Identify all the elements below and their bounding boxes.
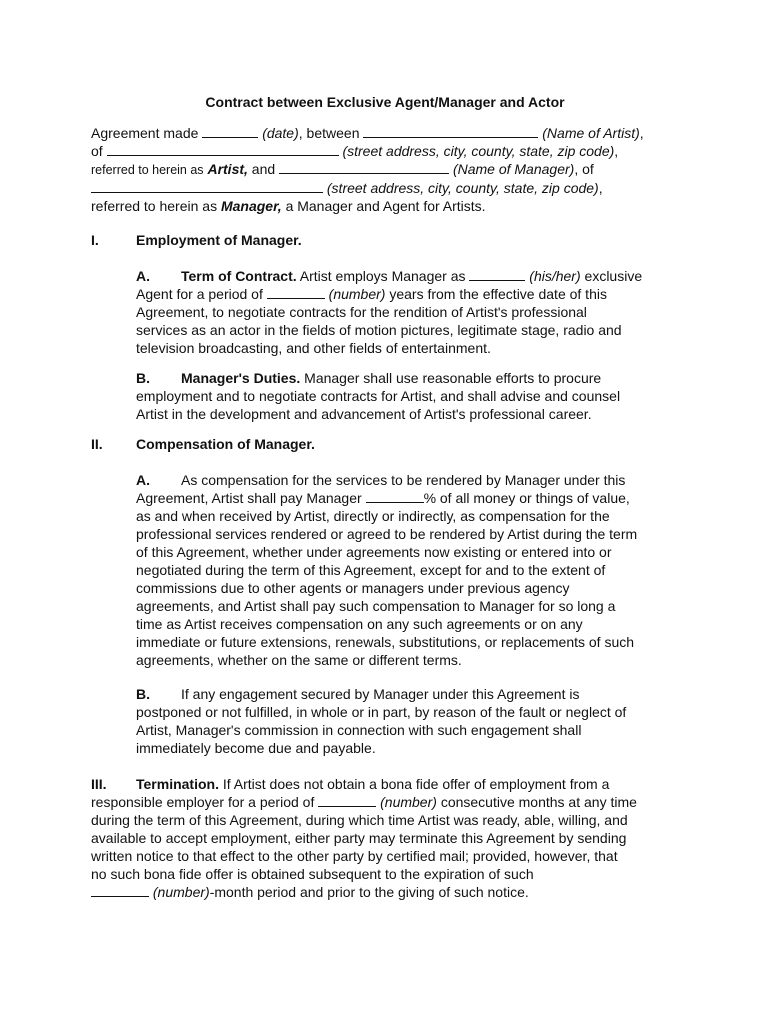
para-text: exclusive <box>584 268 643 284</box>
para-line <box>136 285 666 303</box>
para-text: responsible employer for a period of <box>91 794 315 810</box>
document-title: Contract between Exclusive Agent/Manager and Actor <box>205 94 565 110</box>
date-blank[interactable] <box>202 125 258 138</box>
artist-name-blank[interactable] <box>363 125 538 138</box>
para-line <box>136 685 681 703</box>
para-text: Artist employs Manager as <box>299 268 466 284</box>
intro-text: , of <box>574 161 594 177</box>
para-text: Manager shall use reasonable efforts to procure <box>304 370 602 386</box>
clause-heading: Term of Contract. <box>181 268 297 284</box>
para-line <box>136 489 681 507</box>
para-line: written notice to that effect to the other party by certified mail; provided, however, that <box>91 848 618 864</box>
para-line: services as an actor in the fields of motion pictures, legitimate stage, radio and <box>136 322 622 338</box>
gender-hint: (his/her) <box>529 268 581 284</box>
intro-line-4 <box>91 179 691 197</box>
section-1-heading <box>91 232 302 248</box>
clause-label: A. <box>136 268 150 284</box>
intro-text: referred to herein as <box>91 198 218 214</box>
intro-text: Agreement made <box>91 125 199 141</box>
intro-line-2 <box>91 142 691 160</box>
intro-text: referred to herein as <box>91 163 204 177</box>
manager-address-hint: (street address, city, county, state, zip code) <box>326 180 599 196</box>
manager-address-blank[interactable] <box>91 180 323 193</box>
section-title: Compensation of Manager. <box>136 436 315 452</box>
gender-blank[interactable] <box>469 268 525 281</box>
intro-text: and <box>251 161 276 177</box>
para-line <box>91 883 681 901</box>
para-line: immediately become due and payable. <box>136 740 376 756</box>
section-2-a <box>136 471 681 669</box>
clause-label: B. <box>136 686 150 702</box>
para-line <box>91 775 681 793</box>
artist-name-hint: (Name of Artist) <box>542 125 640 141</box>
para-line: available to accept employment, either party may terminate this Agreement by sending <box>91 830 627 846</box>
para-line: employment and to negotiate contracts for Artist, and shall advise and counsel <box>136 388 621 404</box>
number-hint: (number) <box>152 884 210 900</box>
intro-line-1 <box>91 124 691 142</box>
artist-term: Artist, <box>207 161 248 177</box>
section-number: II. <box>91 436 103 452</box>
para-line <box>91 793 681 811</box>
manager-term: Manager, <box>220 198 282 214</box>
artist-address-hint: (street address, city, county, state, zip code) <box>342 143 615 159</box>
intro-text: , <box>614 143 619 159</box>
manager-name-hint: (Name of Manager) <box>452 161 575 177</box>
intro-text: a Manager and Agent for Artists. <box>285 198 486 214</box>
para-text: Agent for a period of <box>136 286 263 302</box>
intro-text: , between <box>298 125 360 141</box>
para-line <box>136 267 666 285</box>
para-line: commissions due to other agents or managers under previous agency <box>136 580 570 596</box>
para-line: agreements, and Artist shall pay such compensation to Manager for so long a <box>136 598 616 614</box>
section-1-a <box>136 267 666 357</box>
para-line <box>136 471 681 489</box>
clause-heading: Manager's Duties. <box>181 370 301 386</box>
date-hint: (date) <box>262 125 299 141</box>
intro-line-5 <box>91 197 691 215</box>
para-line: during the term of this Agreement, during which time Artist was ready, able, willing, and <box>91 812 628 828</box>
months-blank[interactable] <box>318 794 376 807</box>
number-hint: (number) <box>380 794 437 810</box>
para-text: consecutive months at any time <box>440 794 637 810</box>
intro-text: of <box>91 143 103 159</box>
para-line: Artist in the development and advancement of Artist's professional career. <box>136 406 592 422</box>
para-text: years from the effective date of this <box>389 286 607 302</box>
para-text: If Artist does not obtain a bona fide offer of employment from a <box>222 776 610 792</box>
section-2-b <box>136 685 681 757</box>
manager-name-blank[interactable] <box>279 161 449 174</box>
para-line: Agreement, to negotiate contracts for the rendition of Artist's professional <box>136 304 587 320</box>
intro-text: , <box>598 180 603 196</box>
para-text: If any engagement secured by Manager under this Agreement is <box>181 686 580 702</box>
para-line: television broadcasting, and other fields of entertainment. <box>136 340 491 356</box>
para-text: % of all money or things of value, <box>423 490 630 506</box>
para-line: immediate or future extensions, renewals, substitutions, or replacements of such <box>136 634 635 650</box>
para-line <box>136 369 666 387</box>
percentage-blank[interactable] <box>366 490 424 503</box>
intro-paragraph <box>91 124 691 215</box>
para-line: agreements, whether on the same or different terms. <box>136 652 462 668</box>
para-text: Agreement, Artist shall pay Manager <box>136 490 362 506</box>
period-months-blank[interactable] <box>91 884 149 897</box>
section-title: Employment of Manager. <box>136 232 302 248</box>
section-3 <box>91 775 681 901</box>
term-years-blank[interactable] <box>267 286 325 299</box>
number-hint: (number) <box>328 286 386 302</box>
clause-label: A. <box>136 472 150 488</box>
section-number: I. <box>91 232 99 248</box>
para-line: no such bona fide offer is obtained subsequent to the expiration of such <box>91 866 534 882</box>
intro-line-3 <box>91 160 691 179</box>
para-line: of this Agreement, whether under agreements now existing or entered into or <box>136 544 612 560</box>
para-line: time as Artist receives compensation on any such agreements or on any <box>136 616 583 632</box>
artist-address-blank[interactable] <box>107 143 339 156</box>
para-text: As compensation for the services to be rendered by Manager under this <box>181 472 626 488</box>
para-line: negotiated during the term of this Agreement, except for and to the extent of <box>136 562 606 578</box>
section-title: Termination. <box>136 776 219 792</box>
clause-label: B. <box>136 370 150 386</box>
section-number: III. <box>91 776 107 792</box>
para-text: -month period and prior to the giving of such notice. <box>209 884 529 900</box>
para-line: professional services rendered or agreed to be rendered by Artist during the term <box>136 526 638 542</box>
para-line: as and when received by Artist, directly or indirectly, as compensation for the <box>136 508 610 524</box>
intro-text: , <box>639 125 644 141</box>
section-1-b <box>136 369 666 423</box>
para-line: Artist, Manager's commission in connection with such engagement shall <box>136 722 582 738</box>
para-line: postponed or not fulfilled, in whole or in part, by reason of the fault or neglect of <box>136 704 627 720</box>
section-2-heading <box>91 436 315 452</box>
